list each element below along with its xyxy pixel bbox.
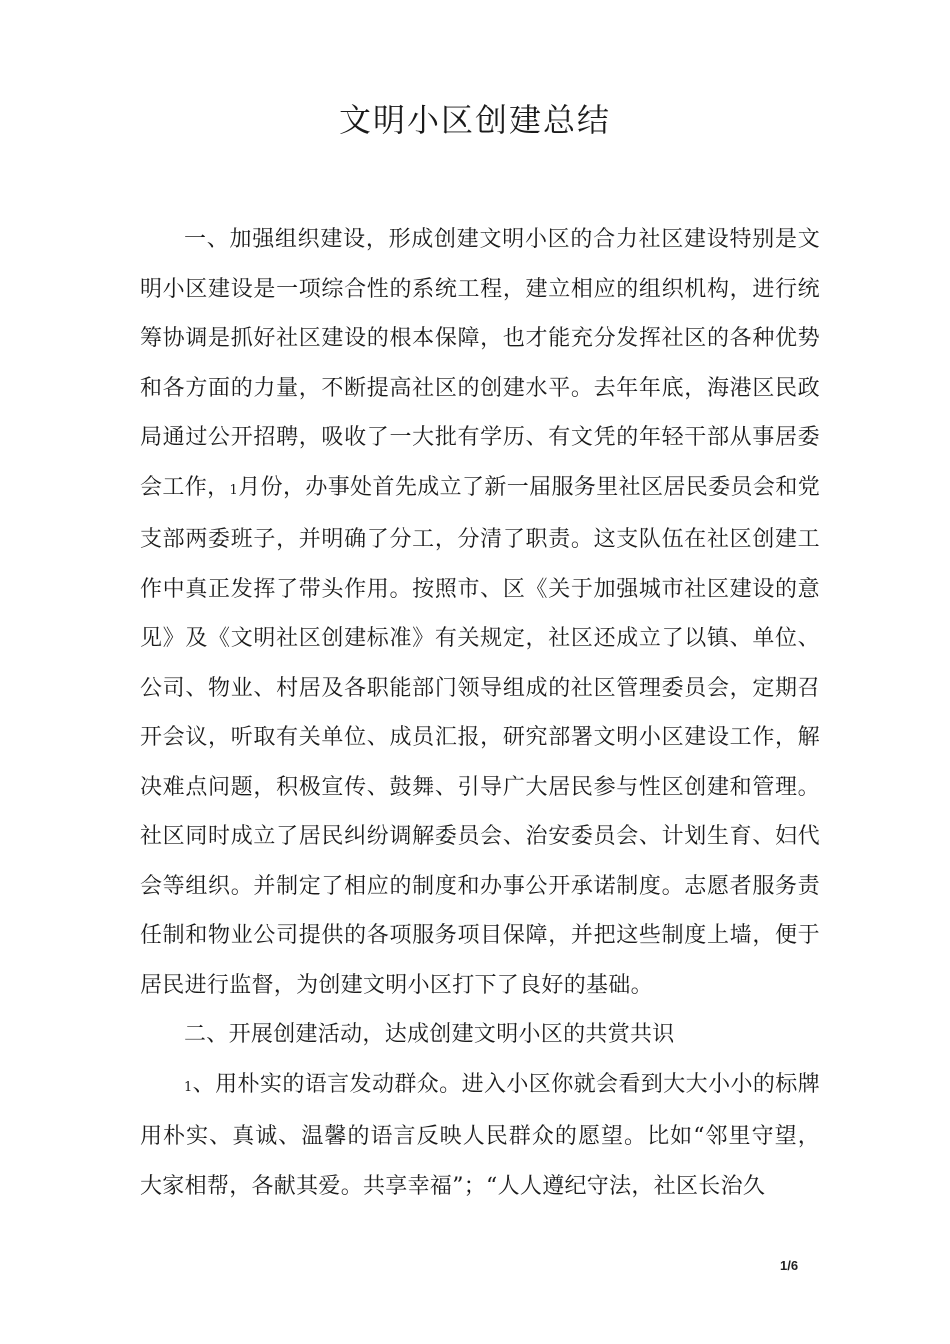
paragraph-slogans	[140, 1060, 820, 1212]
paragraph-text: 、用朴实的语言发动群众。进入小区你就会看到大大小小的标牌用朴实、真诚、温馨的语言反映人民群众的愿望。比如“邻里守望，大家相帮，各献其爱。共享幸福”；“人人遵纪守法，社区长治久	[140, 1071, 820, 1199]
paragraph-heading-activities	[140, 1010, 820, 1060]
paragraph-text: 一、加强组织建设，形成创建文明小区的合力社区建设特别是文明小区建设是一项综合性的系统工程，建立相应的组织机构，进行统筹协调是抓好社区建设的根本保障，也才能充分发挥社区的各种优势和各方面的力量，不断提高社区的创建水平。去年年底，海港区民政局通过公开招聘，吸收了一大批有学历、有文凭的年轻干部从事居委会工作，	[140, 227, 820, 500]
document-body	[140, 215, 820, 1211]
paragraph-organization	[140, 215, 820, 1010]
paragraph-text: 月份，办事处首先成立了新一届服务里社区居民委员会和党支部两委班子，并明确了分工，分清了职责。这支队伍在社区创建工作中真正发挥了带头作用。按照市、区《关于加强城市社区建设的意见》及《文明社区创建标准》有关规定，社区还成立了以镇、单位、公司、物业、村居及各职能部门领导组成的社区管理委员会，定期召开会议，听取有关单位、成员汇报，研究部署文明小区建设工作，解决难点问题，积极宣传、鼓舞、引导广大居民参与性区创建和管理。社区同时成立了居民纠纷调解委员会、治安委员会、计划生育、妇代会等组织。并制定了相应的制度和办事公开承诺制度。志愿者服务责任制和物业公司提供的各项服务项目保障，并把这些制度上墙，便于居民进行监督，为创建文明小区打下了良好的基础。	[140, 474, 820, 998]
inline-number: 1	[229, 482, 239, 498]
paragraph-text: 二、开展创建活动，达成创建文明小区的共赏共识	[184, 1022, 675, 1047]
list-number: 1	[184, 1079, 193, 1095]
page-number: 1/6	[780, 1258, 799, 1273]
document-title: 文明小区创建总结	[338, 101, 611, 139]
